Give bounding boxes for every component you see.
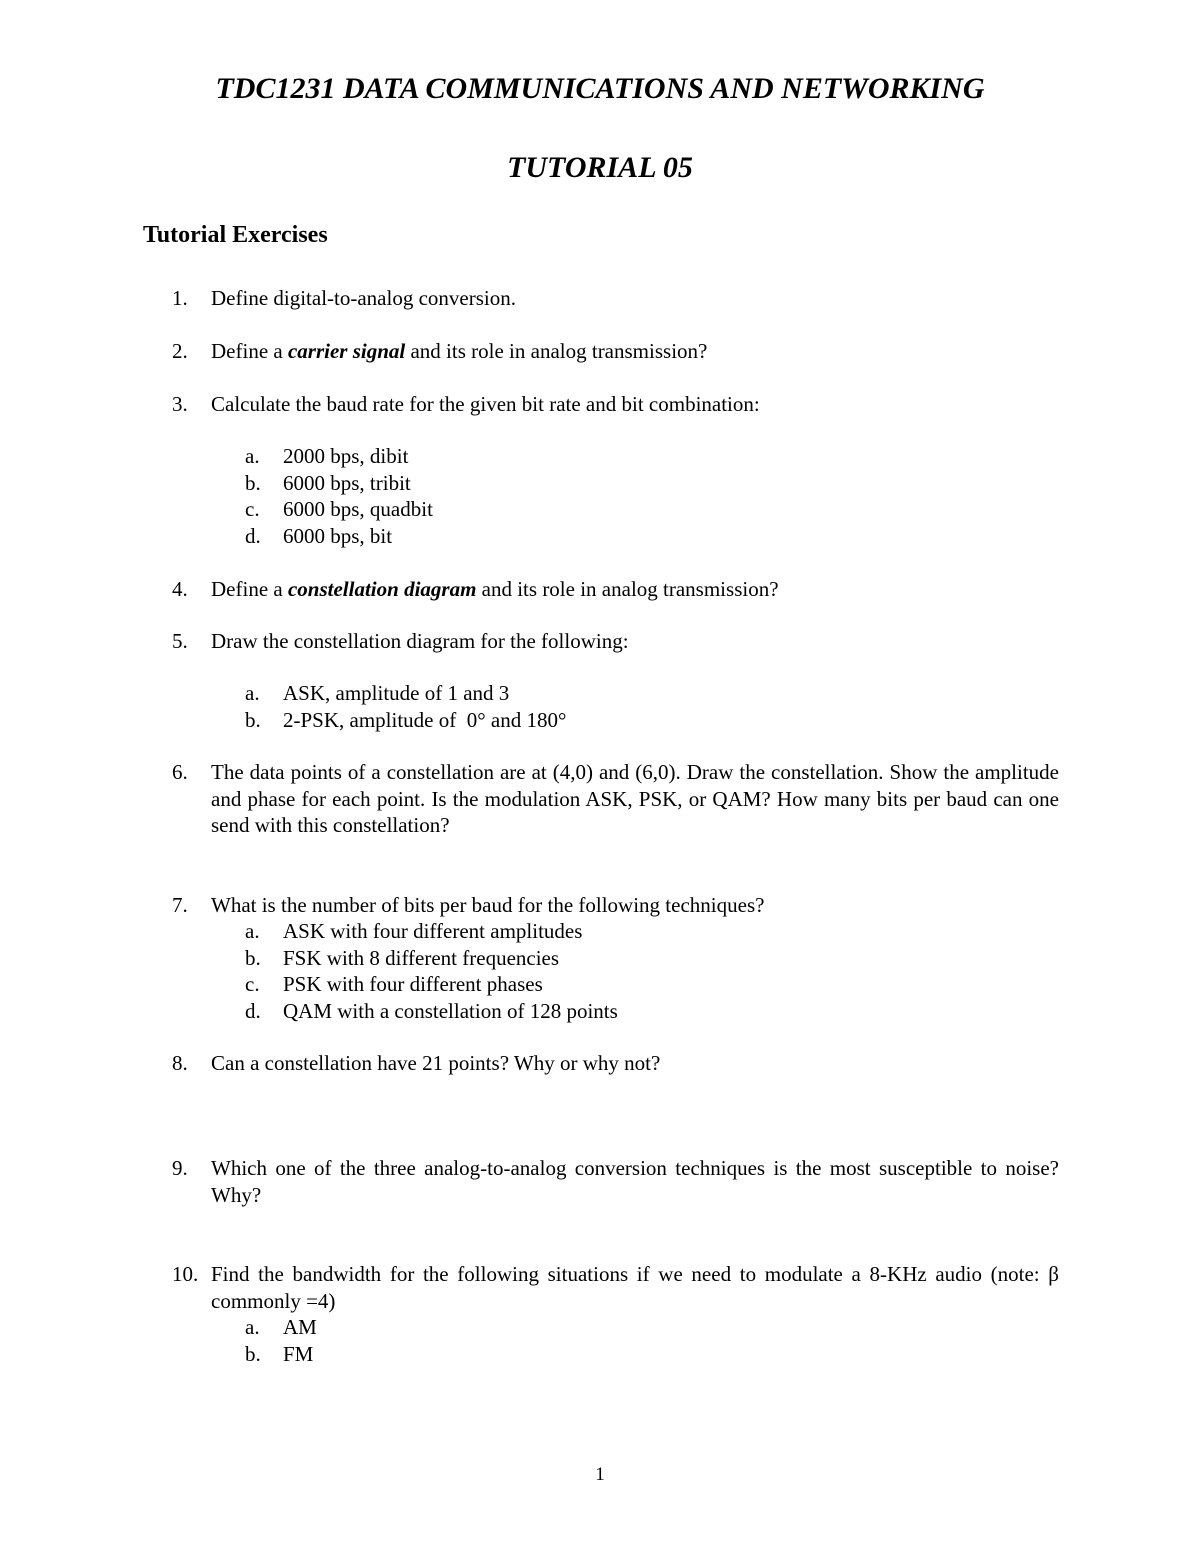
sub-item-text: ASK, amplitude of 1 and 3 (283, 681, 510, 705)
sub-item-text: 2-PSK, amplitude of 0° and 180° (283, 707, 567, 732)
question-text: Can a constellation have 21 points? Why or why not? (211, 1051, 661, 1075)
sub-item-letter: a. (245, 919, 260, 943)
sub-item-letter: b. (245, 707, 261, 732)
sub-item-letter: d. (245, 523, 261, 548)
emphasized-term: carrier signal (287, 339, 406, 363)
question-number: 1. (172, 286, 188, 310)
question-number: 10. (172, 1262, 199, 1286)
question-text: Which one of the three analog-to-analog conversion techniques is the most susceptible to noise? Why? (211, 1156, 1059, 1207)
tutorial-title: TUTORIAL 05 (507, 151, 693, 184)
question-text (211, 576, 1059, 603)
sub-item-letter: b. (245, 470, 261, 495)
emphasized-term: constellation diagram (287, 577, 477, 601)
question-text-tail: and its role in analog transmission? (476, 577, 779, 601)
sub-item-letter: c. (245, 497, 260, 521)
sub-item-text: FSK with 8 different frequencies (283, 945, 560, 970)
question-text (211, 338, 1059, 365)
sub-item-letter: a. (245, 444, 260, 468)
sub-item-letter: d. (245, 998, 261, 1023)
question-text: Calculate the baud rate for the given bit rate and bit combination: (211, 392, 760, 416)
sub-item-letter: b. (245, 945, 261, 970)
question-number: 7. (172, 893, 188, 917)
question-text: Find the bandwidth for the following situations if we need to modulate a 8-KHz audio (note: β commonly =4) (211, 1262, 1059, 1313)
question-text: Define digital-to-analog conversion. (211, 286, 516, 310)
question-number: 6. (172, 760, 188, 784)
question-number: 8. (172, 1051, 188, 1075)
question-number: 3. (172, 392, 188, 416)
sub-item-letter: a. (245, 1315, 260, 1339)
question-text-lead: Define a (211, 577, 288, 601)
sub-item-text: PSK with four different phases (283, 972, 543, 996)
question-number: 4. (172, 577, 188, 601)
section-heading: Tutorial Exercises (143, 222, 328, 248)
sub-item-text: FM (283, 1341, 314, 1366)
question-text: What is the number of bits per baud for the following techniques? (211, 893, 765, 917)
sub-item-letter: a. (245, 681, 260, 705)
sub-item-text: ASK with four different amplitudes (283, 919, 583, 943)
question-text-lead: Define a (211, 339, 288, 363)
document-title: TDC1231 DATA COMMUNICATIONS AND NETWORKING (215, 72, 985, 105)
sub-item-text: AM (283, 1315, 317, 1339)
question-text: The data points of a constellation are at (4,0) and (6,0). Draw the constellation. Show the amplitude and phase for each point. Is the modulation ASK, PSK, or QAM? How many bits per baud can one send with this constellation? (211, 760, 1059, 837)
sub-item-text: 2000 bps, dibit (283, 444, 409, 468)
sub-item-text: 6000 bps, bit (283, 523, 393, 548)
question-number: 9. (172, 1156, 188, 1180)
question-number: 2. (172, 339, 188, 363)
sub-item-text: QAM with a constellation of 128 points (283, 998, 618, 1023)
question-number: 5. (172, 629, 188, 653)
question-text-tail: and its role in analog transmission? (405, 339, 708, 363)
question-text: Draw the constellation diagram for the following: (211, 629, 629, 653)
page-number: 1 (595, 1464, 605, 1485)
sub-item-letter: c. (245, 972, 260, 996)
sub-item-text: 6000 bps, quadbit (283, 497, 433, 521)
sub-item-letter: b. (245, 1341, 261, 1366)
sub-item-text: 6000 bps, tribit (283, 470, 411, 495)
